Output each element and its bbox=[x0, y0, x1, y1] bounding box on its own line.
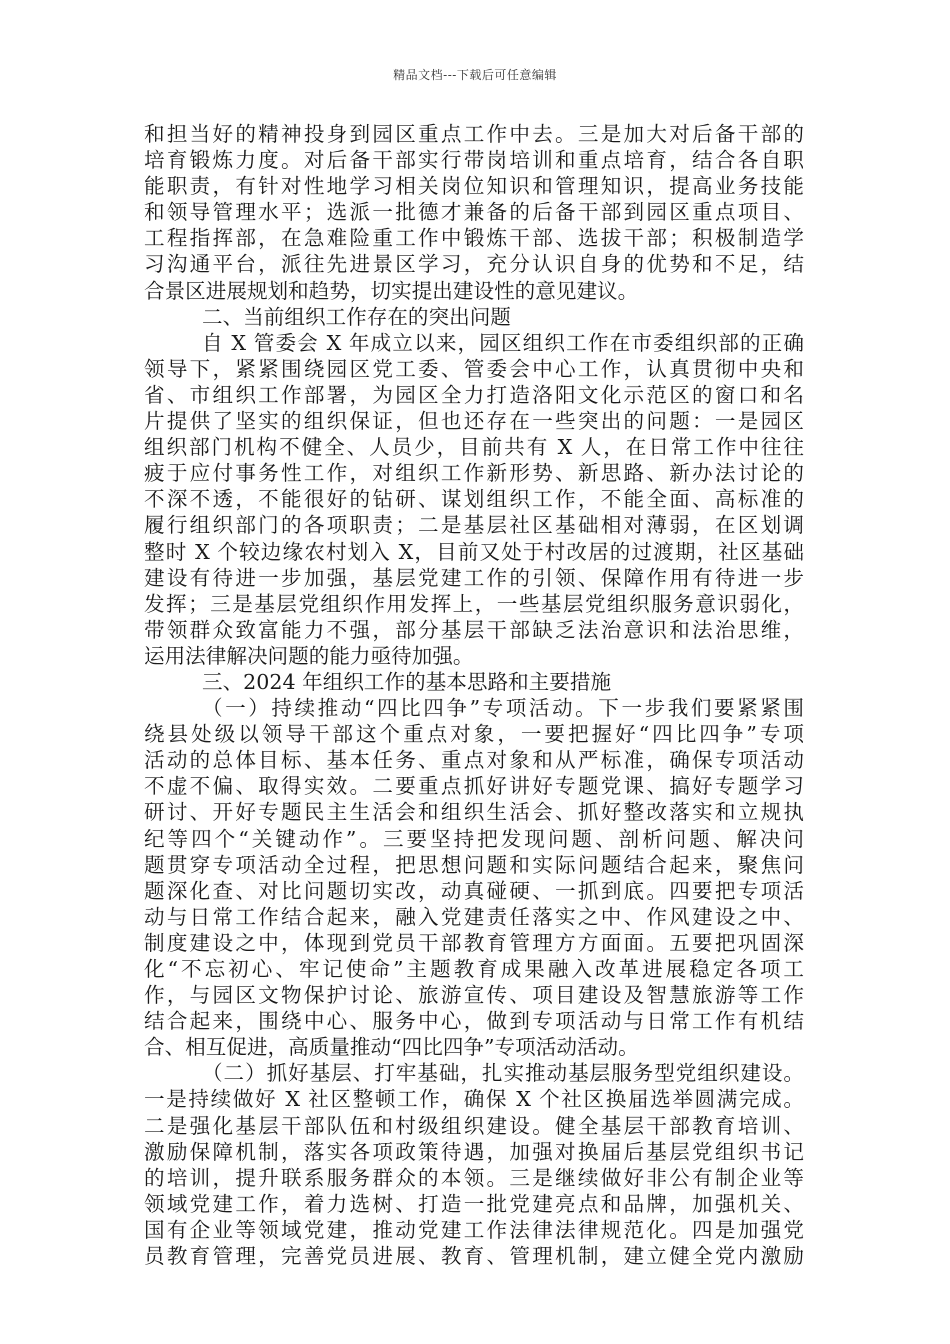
text-line: 疲于应付事务性工作，对组织工作新形势、新思路、新办法讨论的 bbox=[144, 461, 804, 486]
text-line: 履行组织部门的各项职责；二是基层社区基础相对薄弱，在区划调 bbox=[144, 513, 804, 538]
text-line: 培育锻炼力度。对后备干部实行带岗培训和重点培育，结合各自职 bbox=[144, 148, 804, 173]
text-line: 激励保障机制，落实各项政策待遇，加强对换届后基层党组织书记 bbox=[144, 1139, 804, 1164]
text-line: （二）抓好基层、打牢基础，扎实推动基层服务型党组织建设。 bbox=[202, 1061, 804, 1086]
text-line: 纪等四个“关键动作”。三要坚持把发现问题、剖析问题、解决问 bbox=[144, 826, 804, 851]
text-line: 整时 X 个较边缘农村划入 X，目前又处于村改居的过渡期，社区基础 bbox=[144, 539, 804, 564]
text-line: 省、市组织工作部署，为园区全力打造洛阳文化示范区的窗口和名 bbox=[144, 382, 804, 407]
text-line: 员教育管理，完善党员进展、教育、管理机制，建立健全党内激励 bbox=[144, 1244, 804, 1269]
text-line: 结合起来，围绕中心、服务中心，做到专项活动与日常工作有机结 bbox=[144, 1009, 804, 1034]
text-line: 题深化查、对比问题切实改，动真碰硬、一抓到底。四要把专项活 bbox=[144, 878, 804, 903]
text-line: 三、2024 年组织工作的基本思路和主要措施 bbox=[202, 669, 612, 694]
text-line: 工程指挥部，在急难险重工作中锻炼干部、选拔干部；积极制造学 bbox=[144, 226, 804, 251]
text-line: 发挥；三是基层党组织作用发挥上，一些基层党组织服务意识弱化， bbox=[144, 591, 804, 616]
text-line: 题贯穿专项活动全过程，把思想问题和实际问题结合起来，聚焦问 bbox=[144, 852, 804, 877]
text-line: 绕县处级以领导干部这个重点对象，一要把握好“四比四争”专项 bbox=[144, 722, 804, 747]
text-line: 带领群众致富能力不强，部分基层干部缺乏法治意识和法治思维， bbox=[144, 617, 804, 642]
text-line: 习沟通平台，派往先进景区学习，充分认识自身的优势和不足，结 bbox=[144, 252, 804, 277]
text-line: （一）持续推动“四比四争”专项活动。下一步我们要紧紧围 bbox=[202, 696, 804, 721]
text-line: 建设有待进一步加强，基层党建工作的引领、保障作用有待进一步 bbox=[144, 565, 804, 590]
text-line: 能职责，有针对性地学习相关岗位知识和管理知识，提高业务技能 bbox=[144, 174, 804, 199]
text-line: 合、相互促进，高质量推动“四比四争”专项活动活动。 bbox=[144, 1035, 639, 1060]
text-line: 二是强化基层干部队伍和村级组织建设。健全基层干部教育培训、 bbox=[144, 1113, 804, 1138]
text-line: 制度建设之中，体现到党员干部教育管理方方面面。五要把巩固深 bbox=[144, 930, 804, 955]
text-line: 组织部门机构不健全、人员少，目前共有 X 人，在日常工作中往往 bbox=[144, 435, 804, 460]
text-line: 领域党建工作，着力选树、打造一批党建亮点和品牌，加强机关、 bbox=[144, 1191, 804, 1216]
document-body bbox=[144, 121, 804, 1269]
text-line: 作，与园区文物保护讨论、旅游宣传、项目建设及智慧旅游等工作 bbox=[144, 983, 804, 1008]
text-line: 动与日常工作结合起来，融入党建责任落实之中、作风建设之中、 bbox=[144, 904, 804, 929]
text-line: 运用法律解决问题的能力亟待加强。 bbox=[144, 643, 474, 668]
text-line: 领导下，紧紧围绕园区党工委、管委会中心工作，认真贯彻中央和 bbox=[144, 356, 804, 381]
page-header: 精品文档---下载后可任意编辑 bbox=[393, 68, 557, 82]
text-line: 一是持续做好 X 社区整顿工作，确保 X 个社区换届选举圆满完成。 bbox=[144, 1087, 804, 1112]
text-line: 片提供了坚实的组织保证，但也还存在一些突出的问题：一是园区 bbox=[144, 409, 804, 434]
text-line: 自 X 管委会 X 年成立以来，园区组织工作在市委组织部的正确 bbox=[202, 330, 804, 355]
text-line: 和领导管理水平；选派一批德才兼备的后备干部到园区重点项目、 bbox=[144, 200, 804, 225]
text-line: 研讨、开好专题民主生活会和组织生活会、抓好整改落实和立规执 bbox=[144, 800, 804, 825]
text-line: 的培训，提升联系服务群众的本领。三是继续做好非公有制企业等 bbox=[144, 1165, 804, 1190]
text-line: 二、当前组织工作存在的突出问题 bbox=[202, 304, 511, 329]
text-line: 活动的总体目标、基本任务、重点对象和从严标准，确保专项活动 bbox=[144, 748, 804, 773]
text-line: 和担当好的精神投身到园区重点工作中去。三是加大对后备干部的 bbox=[144, 122, 804, 146]
text-line: 化“不忘初心、牢记使命”主题教育成果融入改革进展稳定各项工 bbox=[144, 957, 804, 981]
text-line: 合景区进展规划和趋势，切实提出建设性的意见建议。 bbox=[144, 278, 639, 303]
text-line: 不虚不偏、取得实效。二要重点抓好讲好专题党课、搞好专题学习 bbox=[144, 774, 804, 799]
text-line: 不深不透，不能很好的钻研、谋划组织工作，不能全面、高标准的 bbox=[144, 487, 804, 512]
text-line: 国有企业等领域党建，推动党建工作法律法律规范化。四是加强党 bbox=[144, 1217, 804, 1242]
